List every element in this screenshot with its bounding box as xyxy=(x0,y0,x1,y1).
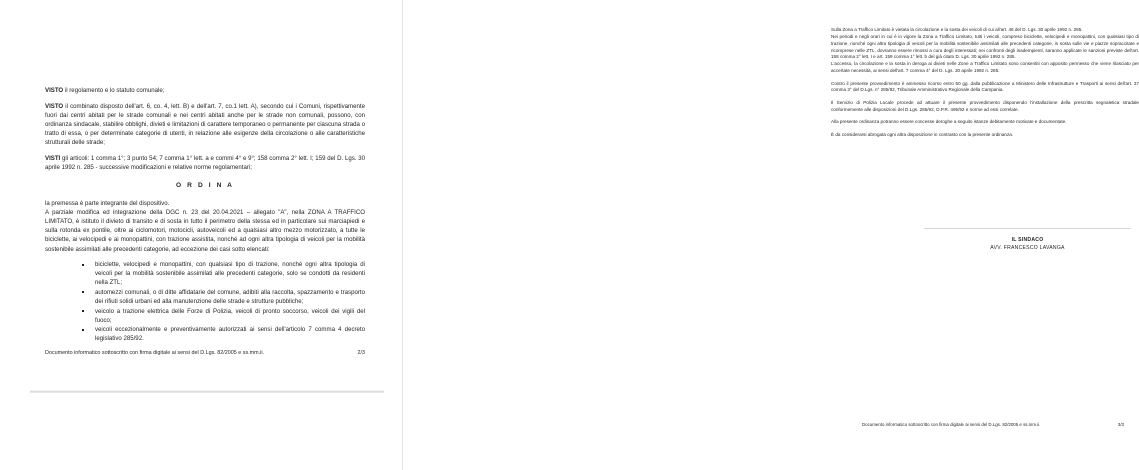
document-page-3 xyxy=(403,0,1139,470)
paragraph-premessa: la premessa è parte integrante del dispositivo. xyxy=(45,200,170,208)
page-3-body xyxy=(831,27,1139,144)
page-2-footer xyxy=(45,350,365,356)
list-item-text: biciclette, velocipedi e monopattini, con qualsiasi tipo di trazione, nonché ogni altra tipologia di veicoli per la mobilità sostenibile assimilati alle precedenti categorie, solo se condotti da residenti nella ZTL; xyxy=(95,261,365,287)
signature-block xyxy=(924,236,1131,253)
paragraph-lead: VISTO xyxy=(45,102,64,110)
paragraph-text: gli articoli: 1 comma 1°; 3 punto 54; 7 comma 1° lett. a e commi 4° e 9°; 158 comma 2° lett. I; 159 del D. Lgs. 30 aprile 1992 n. 285 - successive modificazioni e relative norme regolamentari; xyxy=(45,154,365,171)
paragraph-divieto-art46: Sulla Zona a Traffico Limitato è vietata la circolazione e la sosta dei veicoli di cui all'art. 46 del D. Lgs. 30 aprile 1992 n. 285. xyxy=(831,27,1083,32)
paragraph-lead: VISTI xyxy=(45,154,61,162)
page-number: 2/3 xyxy=(357,350,365,356)
exceptions-list xyxy=(45,260,365,343)
ordina-heading: O R D I N A xyxy=(175,181,235,189)
paragraph-lead: VISTO xyxy=(45,87,64,94)
signature-rule xyxy=(924,228,1131,229)
bullet-square-icon xyxy=(82,310,84,312)
paragraph-visto-combinato-disposto xyxy=(45,102,365,147)
page-2-body xyxy=(45,86,365,344)
paragraph-polizia-locale: Il Servizio di Polizia Locale procede ad attuare il presente provvedimento disponendo l'installazione della prescritta segnaletica stradale conformemente alle disposizioni del D.Lgs. 285/92, D.P.R. 495/92 e norme ad essi correlate. xyxy=(831,99,1139,112)
list-item xyxy=(45,260,365,287)
paragraph-text: il combinato disposto dell'art. 6, co. 4, lett. B) e dell'art. 7, co.1 lett. A), secondo cui i Comuni, rispettivamente fuori dai centri abitati per le strade comunali e nei centri abitati anche per le strade non comunali, possono, con ordinanza sindacale, stabilire obblighi, divieti e limitazioni di carattere temporaneo o permanente per ciascuna strada o tratto di essa, o per determinate categorie di utenti, in relazione alle esigenze della circolazione o alle caratteristiche strutturali delle strade; xyxy=(45,102,365,147)
list-item-text: automezzi comunali, o di ditte affidatarie del comune, adibiti alla raccolta, spazzamento e trasporto dei rifiuti solidi urbani ed alla manutenzione delle strade e strutture pubbliche; xyxy=(95,288,365,306)
paragraph-deroghe-istanze: Alla presente ordinanza potranno essere concesse deroghe a seguito istanze debitamente motivate e documentate. xyxy=(831,119,1067,125)
paragraph-visti-articoli xyxy=(45,154,365,172)
paragraph-abrogazione: È da considerarsi abrogata ogni altra disposizione in contrasto con la presente ordinanza. xyxy=(831,131,1014,137)
paragraph-visto-regolamento xyxy=(45,86,365,95)
bullet-square-icon xyxy=(82,329,84,331)
paragraph-ricorso: Contro il presente provvedimento è ammesso ricorso entro 60 gg. dalla pubblicazione a Ministero delle Infrastrutture e Trasporti ai sensi dell'art. 37 comma 3° del D.Lgs. n° 285/92, Tribunale Amministrativo Regionale della Campania. xyxy=(831,80,1139,93)
document-page-2 xyxy=(0,0,403,470)
list-item xyxy=(45,325,365,343)
bullet-square-icon xyxy=(82,264,84,266)
bullet-square-icon xyxy=(82,291,84,293)
paragraph-parziale-modifica: A parziale modifica ed integrazione della DGC n. 23 del 20.04.2021 – allegato "A", nella ZONA A TRAFFICO LIMITATO, è istituto il divieto di transito e di sosta in tutto il perimetro della stessa ed in particolare sui marciapiedi e sulla rotonda ex pontile, oltre ai ciclomotori, motocicli, autoveicoli ed a qualsiasi altro mezzo motorizzato, a tutte le biciclette, ai velocipedi e ai monopattini, con trazione assistita, nonché ad ogni altra tipologia di veicoli per la mobilità sostenibile assimilati alle precedenti categorie, ad eccezione dei casi sotto elencati: xyxy=(45,209,365,253)
page-number: 3/3 xyxy=(1117,422,1124,427)
list-item xyxy=(45,288,365,306)
page-3-footer xyxy=(862,422,1124,427)
page-separator xyxy=(30,390,384,393)
paragraph-text: il regolamento e lo statuto comunale; xyxy=(63,87,165,94)
footer-note: Documento informatico sottoscritto con firma digitale ai sensi del D.Lgs. 82/2005 e ss.mm.ii. xyxy=(45,350,265,356)
footer-note: Documento informatico sottoscritto con firma digitale ai sensi del D.Lgs. 82/2005 e ss.mm.ii. xyxy=(862,422,1041,427)
list-item-text: veicolo a trazione elettrica delle Forze di Polizia, veicoli di pronto soccorso, veicoli dei vigili del fuoco; xyxy=(95,307,365,324)
list-item xyxy=(45,307,365,325)
signature-role: IL SINDACO xyxy=(1011,237,1044,243)
signature-name: AVV. FRANCESCO LAVANGA xyxy=(990,245,1065,252)
paragraph-rimozione-veicoli: Nei periodi e negli orari in cui è in vigore la Zona a Traffico Limitato, tutti i veicoli, compreso biciclette, velocipedi e monopattini, con qualsiasi tipo di trazione, nonché ogni altra tipologia di veicoli per la mobilità sostenibile assimilati alle precedenti categorie, in sosta sulle vie e piazze sopraccitate e ricomprese nelle ZTL, dovranno essere rimossi a cura degli interessati; nei confronti degli inadempienti, saranno applicate le sanzioni previste dell'art. 158 comma 2° lett. I e art. 159 comma 1° lett. b del già citato D. Lgs. 30 aprile 1992 n. 285. xyxy=(831,33,1139,60)
list-item-text: veicoli eccezionalmente e preventivamente autorizzati ai sensi dell'articolo 7 comma 4 decreto legislativo 285/92. xyxy=(95,326,365,343)
paragraph-permesso-deroga: L'accesso, la circolazione e la sosta in deroga ai divieti nelle Zone a Traffico Limitato sono consentiti con apposito permesso che viene rilasciato per accertate necessità, ai sensi dell'art. 7 comma 4° del D. Lgs. 30 aprile 1992 n. 285. xyxy=(831,61,1139,74)
